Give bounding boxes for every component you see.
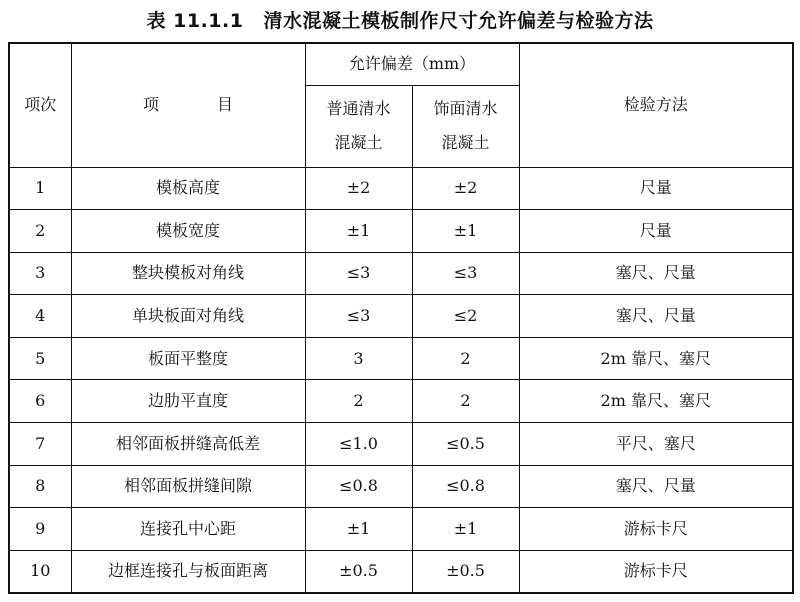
cell-ordinary: ≤3 — [305, 252, 412, 295]
cell-ordinary: ±2 — [305, 167, 412, 210]
cell-facing: ≤0.5 — [412, 423, 519, 466]
cell-facing: ≤0.8 — [412, 465, 519, 508]
cell-item: 模板高度 — [71, 167, 305, 210]
cell-no: 7 — [9, 423, 71, 466]
cell-item: 单块板面对角线 — [71, 295, 305, 338]
cell-method: 2m 靠尺、塞尺 — [519, 380, 793, 423]
cell-no: 8 — [9, 465, 71, 508]
cell-method: 尺量 — [519, 210, 793, 253]
cell-method: 尺量 — [519, 167, 793, 210]
cell-item: 相邻面板拼缝高低差 — [71, 423, 305, 466]
cell-item: 板面平整度 — [71, 337, 305, 380]
table-row — [9, 550, 793, 593]
table-row — [9, 508, 793, 551]
table-row — [9, 210, 793, 253]
cell-facing: 2 — [412, 380, 519, 423]
cell-ordinary: ±1 — [305, 508, 412, 551]
cell-method: 游标卡尺 — [519, 508, 793, 551]
cell-no: 5 — [9, 337, 71, 380]
table-title — [0, 4, 800, 38]
cell-method: 游标卡尺 — [519, 550, 793, 593]
table-row — [9, 337, 793, 380]
cell-method: 塞尺、尺量 — [519, 465, 793, 508]
cell-facing: ±1 — [412, 508, 519, 551]
table-row — [9, 380, 793, 423]
header-row-1 — [9, 43, 793, 85]
cell-ordinary: ≤1.0 — [305, 423, 412, 466]
cell-facing: ±1 — [412, 210, 519, 253]
cell-method: 2m 靠尺、塞尺 — [519, 337, 793, 380]
cell-no: 3 — [9, 252, 71, 295]
header-ordinary-line2: 混凝土 — [334, 133, 383, 152]
cell-ordinary: ≤0.8 — [305, 465, 412, 508]
header-item-part1: 项 — [142, 95, 159, 115]
cell-no: 9 — [9, 508, 71, 551]
table-row — [9, 295, 793, 338]
table-caption: 清水混凝土模板制作尺寸允许偏差与检验方法 — [263, 10, 654, 32]
cell-facing: 2 — [412, 337, 519, 380]
table-row — [9, 252, 793, 295]
cell-ordinary: 2 — [305, 380, 412, 423]
cell-item: 相邻面板拼缝间隙 — [71, 465, 305, 508]
cell-no: 10 — [9, 550, 71, 593]
cell-method: 塞尺、尺量 — [519, 252, 793, 295]
header-facing-line2: 混凝土 — [441, 133, 490, 152]
cell-ordinary: ±1 — [305, 210, 412, 253]
header-facing — [412, 85, 519, 167]
header-ordinary — [305, 85, 412, 167]
header-ordinary-line1: 普通清水 — [326, 99, 391, 118]
header-no: 项次 — [9, 43, 71, 167]
table-row — [9, 465, 793, 508]
cell-facing: ±0.5 — [412, 550, 519, 593]
header-item — [71, 43, 305, 167]
header-facing-line1: 饰面清水 — [433, 99, 498, 118]
header-tolerance: 允许偏差（mm） — [305, 43, 519, 85]
cell-item: 整块模板对角线 — [71, 252, 305, 295]
cell-method: 塞尺、尺量 — [519, 295, 793, 338]
cell-no: 1 — [9, 167, 71, 210]
cell-item: 边框连接孔与板面距离 — [71, 550, 305, 593]
cell-facing: ≤2 — [412, 295, 519, 338]
cell-no: 6 — [9, 380, 71, 423]
cell-ordinary: 3 — [305, 337, 412, 380]
cell-item: 边肋平直度 — [71, 380, 305, 423]
cell-item: 模板宽度 — [71, 210, 305, 253]
cell-no: 2 — [9, 210, 71, 253]
cell-no: 4 — [9, 295, 71, 338]
cell-ordinary: ±0.5 — [305, 550, 412, 593]
header-method: 检验方法 — [519, 43, 793, 167]
table-row — [9, 423, 793, 466]
table-number: 表 11.1.1 — [146, 10, 244, 32]
table-row — [9, 167, 793, 210]
cell-item: 连接孔中心距 — [71, 508, 305, 551]
cell-method: 平尺、塞尺 — [519, 423, 793, 466]
cell-facing: ≤3 — [412, 252, 519, 295]
cell-ordinary: ≤3 — [305, 295, 412, 338]
cell-facing: ±2 — [412, 167, 519, 210]
header-item-part2: 目 — [217, 95, 234, 115]
tolerance-table — [8, 42, 794, 594]
